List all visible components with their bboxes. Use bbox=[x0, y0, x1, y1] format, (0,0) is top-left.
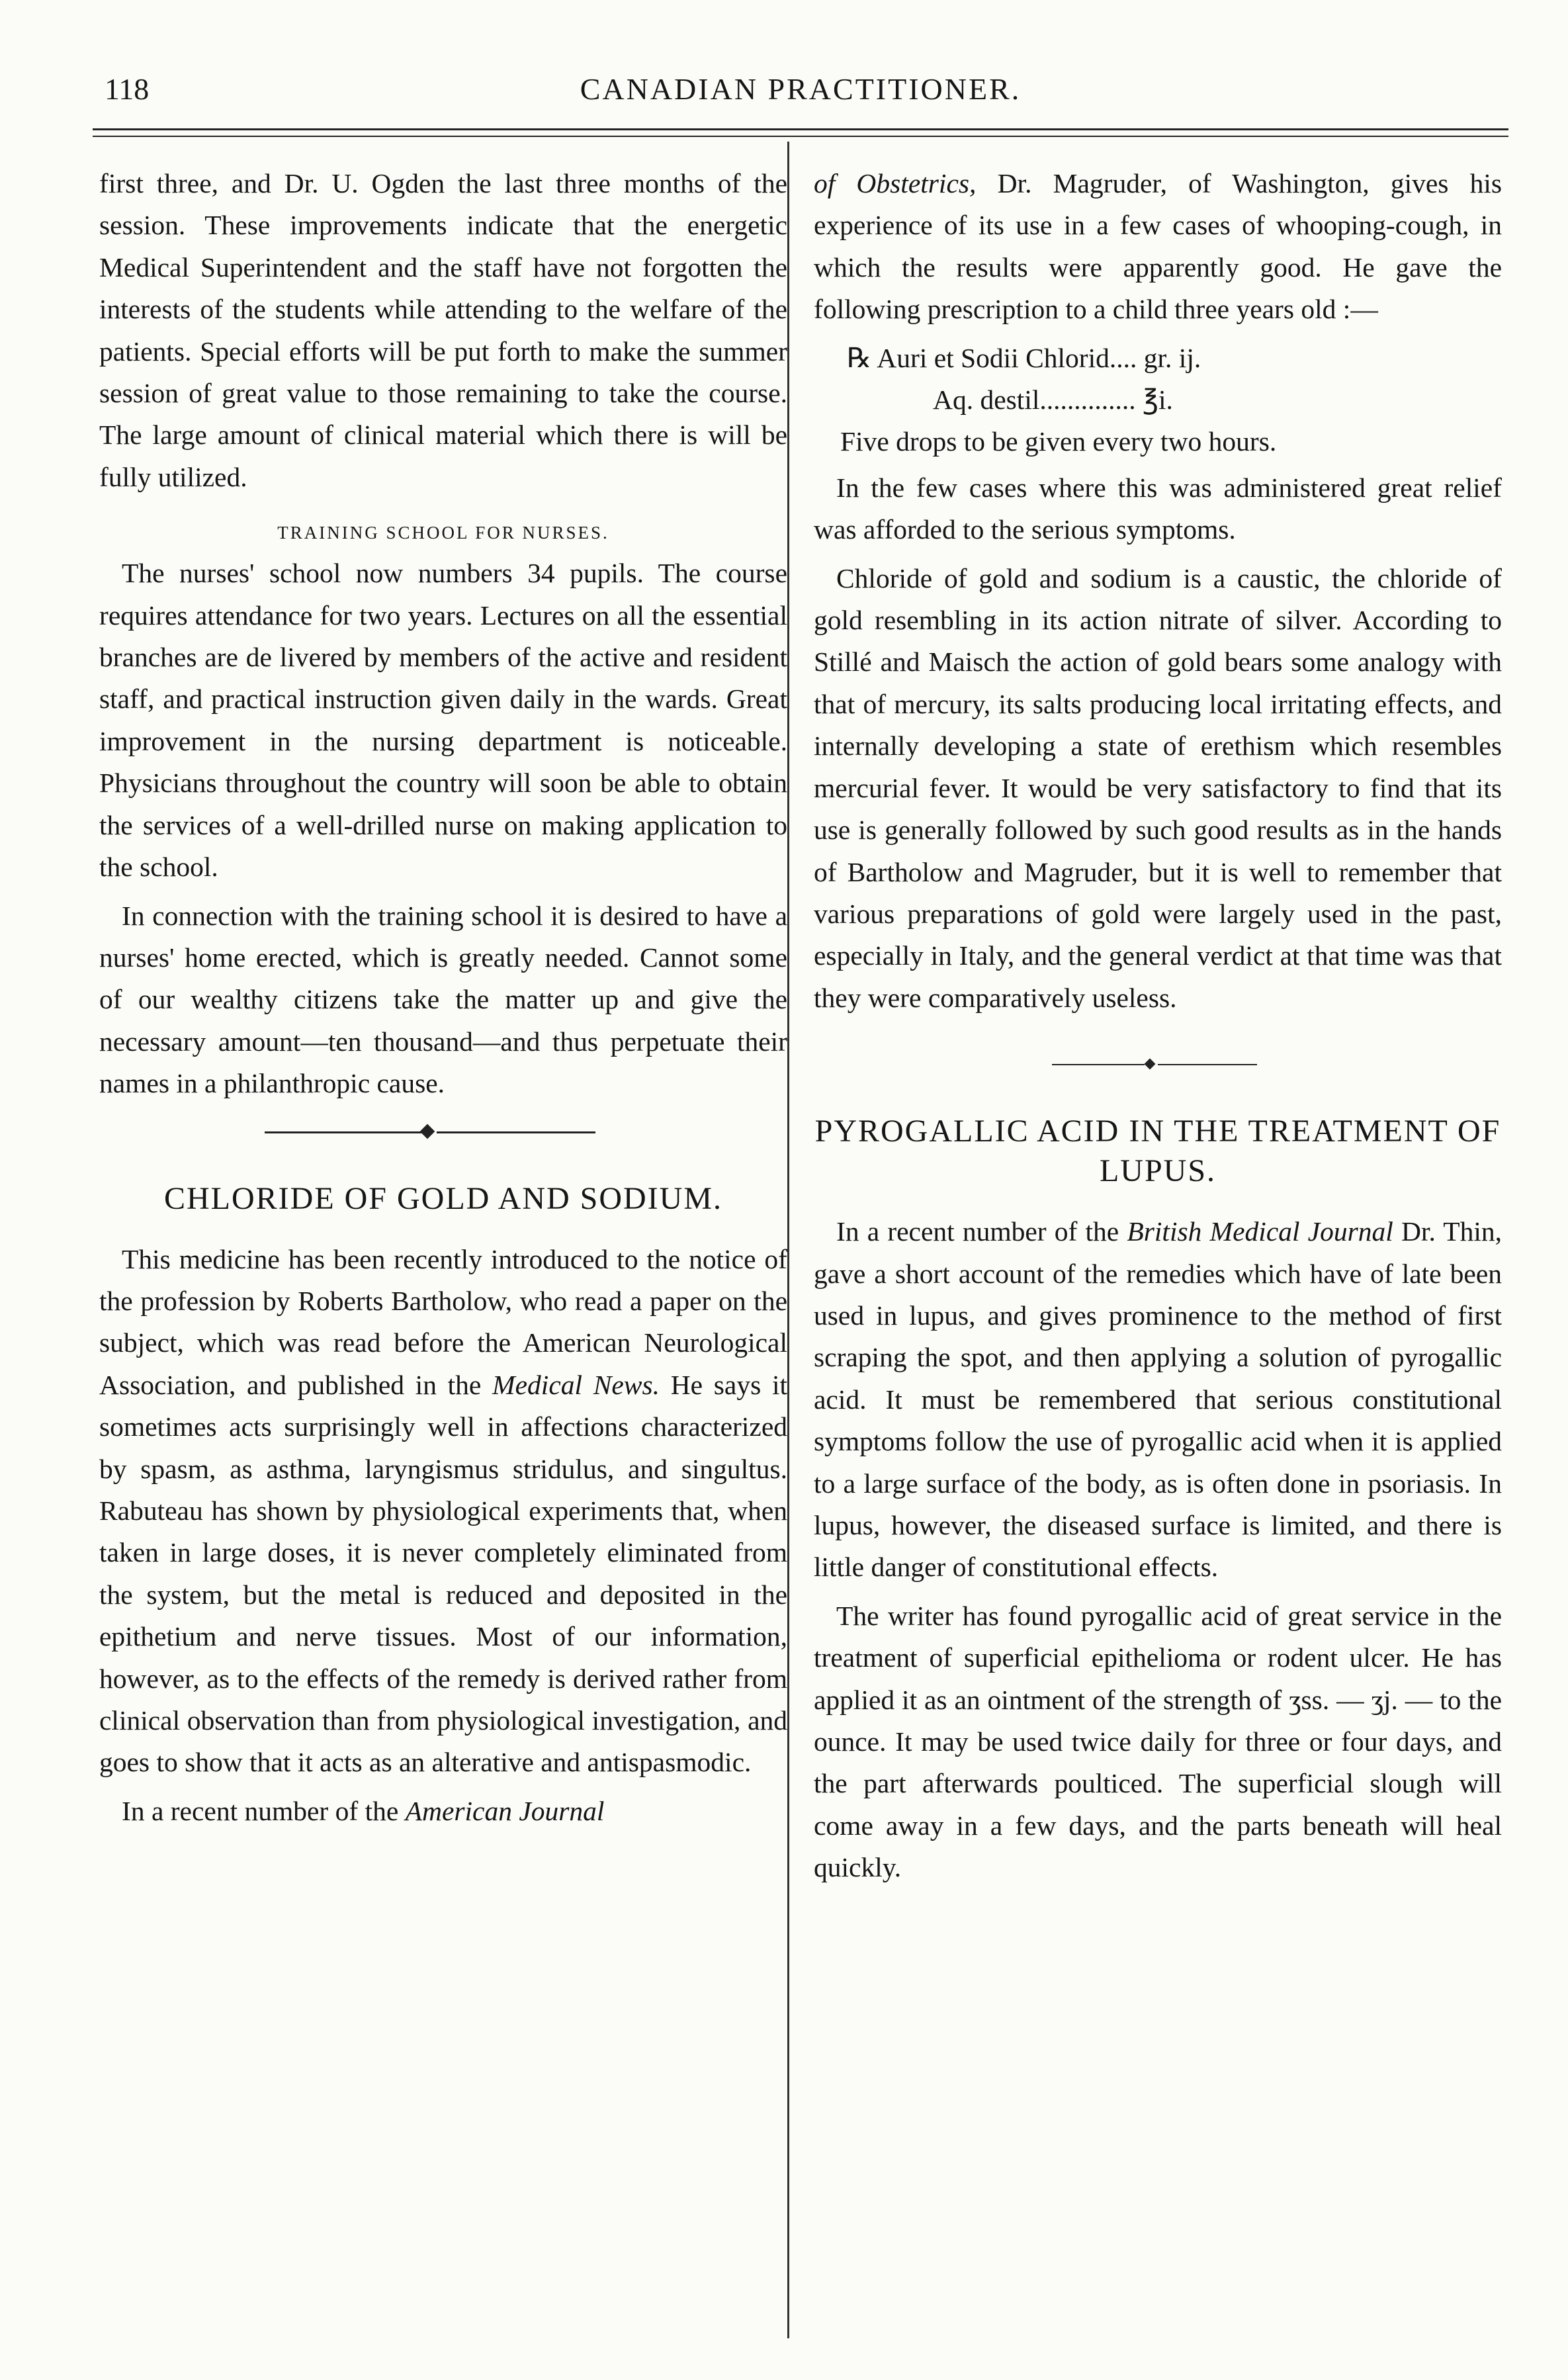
divider-line-left bbox=[1052, 1064, 1145, 1065]
paragraph: In the few cases where this was administered great relief was afforded to the serious symptoms. bbox=[814, 472, 1502, 545]
text: In a recent number of the bbox=[836, 1216, 1127, 1247]
left-column bbox=[99, 163, 787, 1839]
running-title: CANADIAN PRACTITIONER. bbox=[580, 72, 1022, 106]
paragraph bbox=[814, 163, 1502, 331]
text: Dr. Magruder, of Washington, gives his experience of its use in a few cases of whooping-cough, in which the results were apparently good. He gave the following prescription to a child three years old :— bbox=[814, 168, 1503, 325]
paragraph: In connection with the training school it is desired to have a nurses' home erected, which is greatly needed. Cannot some of our wealthy citizens take the matter up and give the necessary amount—ten thousand—and thus perpetuate their names in a philanthropic cause. bbox=[99, 900, 787, 1099]
column-divider bbox=[787, 142, 789, 2338]
prescription-line: ℞ Auri et Sodii Chlorid.... gr. ij. bbox=[847, 342, 1201, 373]
paragraph bbox=[99, 1790, 787, 1832]
prescription bbox=[814, 337, 1502, 463]
text: He says it sometimes acts surprisingly well in affections characterized by spasm, as asthma, laryngismus stridulus, and singultus. Rabuteau has shown by physiological experiments that, when taken in large doses, it is never completely eliminated from the system, but the metal is reduced and deposited in the epithetium and nerve tissues. Most of our information, however, as to the effects of the remedy is derived rather from clinical observation than from physiological investigation, and goes to show that it acts as an alterative and antispasmodic. bbox=[99, 1369, 787, 1778]
prescription-line: Five drops to be given every two hours. bbox=[840, 426, 1277, 457]
divider-ornament bbox=[420, 1124, 435, 1139]
divider-line-right bbox=[1158, 1064, 1257, 1065]
journal-title: Medical News. bbox=[492, 1369, 660, 1400]
journal-title: British Medical Journal bbox=[1127, 1216, 1393, 1247]
text: This medicine has been recently introduced to the notice of the profession by Roberts Bartholow, who read a paper on the subject, which was read before the American Neurological Association, and published in the bbox=[99, 1243, 787, 1400]
paragraph: Chloride of gold and sodium is a caustic, the chloride of gold resembling in its action nitrate of silver. According to Stillé and Maisch the action of gold bears some analogy with that of mercury, its salts producing local irritating effects, and internally developing a state of erethism which resembles mercurial fever. It would be very satisfactory to find that its use is generally followed by such good results as in the hands of Bartholow and Magruder, but it is well to remember that various preparations of gold were largely used in the past, especially in Italy, and the general verdict at that time was that they were comparatively useless. bbox=[814, 562, 1502, 1013]
page-number: 118 bbox=[105, 72, 150, 106]
text: Dr. Thin, gave a short account of the remedies which have of late been used in lupus, and gives prominence to the method of first scraping the spot, and then applying a solution of pyrogallic acid. It must be remembered that serious constitutional symptoms follow the use of pyrogallic acid when it is applied to a large surface of the body, as is often done in psoriasis. In lupus, however, the diseased surface is limited, and there is little danger of constitutional effects. bbox=[814, 1216, 1502, 1583]
right-column bbox=[814, 163, 1502, 1896]
page-header bbox=[93, 71, 1508, 112]
paragraph: The nurses' school now numbers 34 pupils. The course requires attendance for two years. Lectures on all the essential branches are de livered by members of the active and resident staff, and practical instruction given daily in the wards. Great improvement in the nursing department is noticeable. Physicians throughout the country will soon be able to obtain the services of a well-drilled nurse on making application to the school. bbox=[99, 558, 787, 883]
section-title-pyrogallic-acid: PYROGALLIC ACID IN THE TREATMENT OF LUPUS. bbox=[814, 1114, 1501, 1189]
divider-line-right bbox=[437, 1131, 595, 1133]
prescription-line: Aq. destil.............. ℥i. bbox=[933, 384, 1173, 416]
header-rule-bottom bbox=[93, 136, 1508, 137]
section-title-chloride-of-gold: CHLORIDE OF GOLD AND SODIUM. bbox=[163, 1180, 722, 1216]
section-divider bbox=[99, 1113, 787, 1153]
divider-line-left bbox=[265, 1131, 423, 1133]
paragraph: first three, and Dr. U. Ogden the last three months of the session. These improvements indicate that the energetic Medical Superintendent and the staff have not forgotten the interests of the students while attending to the welfare of the patients. Special efforts will be put forth to make the summer session of great value to those remaining to take the course. The large amount of clinical material which there is will be fully utilized. bbox=[99, 168, 787, 492]
divider-ornament bbox=[1145, 1059, 1156, 1070]
paragraph: The writer has found pyrogallic acid of great service in the treatment of superficial epithelioma or rodent ulcer. He has applied it as an ointment of the strength of ʒss. — ʒj. — to the ounce. It may be used twice daily for three or four days, and the part afterwards poulticed. The superficial slough will come away in a few days, and the parts beneath will heal quickly. bbox=[814, 1600, 1502, 1883]
paragraph bbox=[814, 1211, 1502, 1589]
text: In a recent number of the bbox=[122, 1795, 406, 1826]
journal-title: American Journal bbox=[405, 1795, 605, 1826]
paragraph bbox=[99, 1239, 787, 1784]
subheading-training-school: TRAINING SCHOOL FOR NURSES. bbox=[277, 523, 609, 543]
journal-title: of Obstetrics, bbox=[814, 168, 977, 198]
header-rule-top bbox=[93, 128, 1508, 130]
section-divider bbox=[814, 1045, 1502, 1085]
